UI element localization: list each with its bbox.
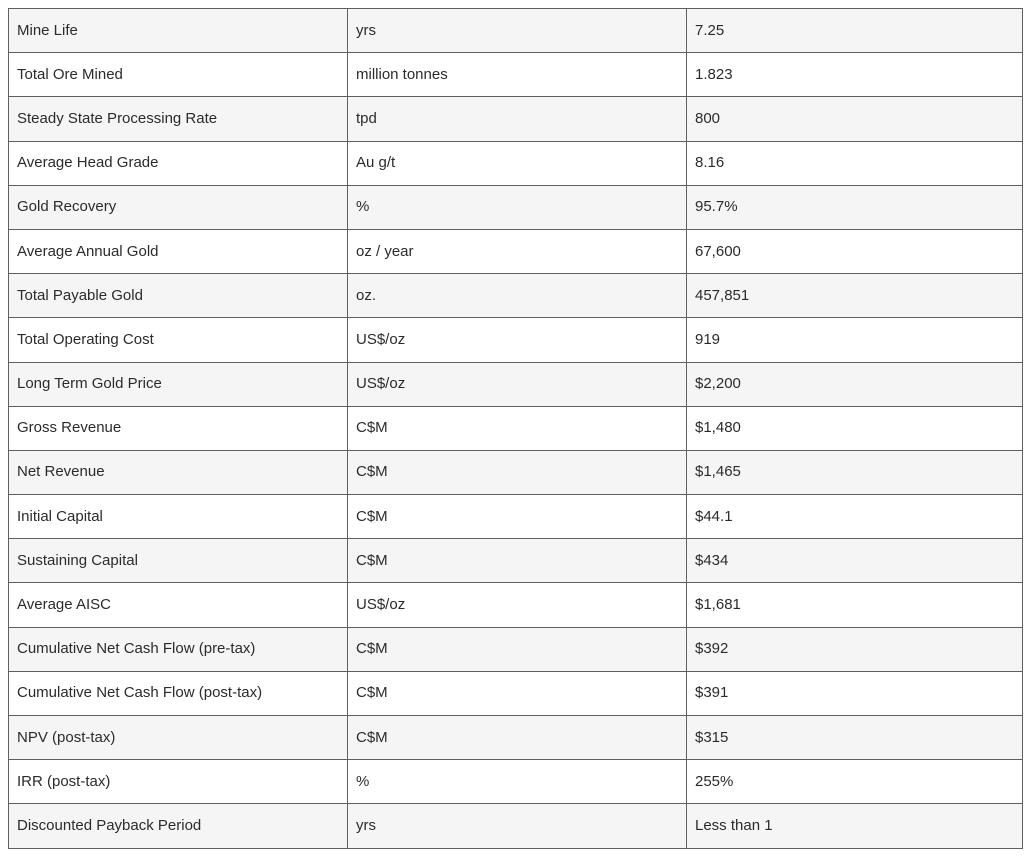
value-cell: $392	[687, 627, 1023, 671]
unit-cell: %	[348, 760, 687, 804]
table-row	[9, 627, 1023, 671]
value-cell: $315	[687, 716, 1023, 760]
table-row	[9, 97, 1023, 141]
metric-cell: Average Annual Gold	[9, 229, 348, 273]
value-cell: 800	[687, 97, 1023, 141]
summary-table-container	[8, 8, 1022, 849]
table-row	[9, 671, 1023, 715]
table-row	[9, 141, 1023, 185]
value-cell: 7.25	[687, 9, 1023, 53]
value-cell: 67,600	[687, 229, 1023, 273]
value-cell: 1.823	[687, 53, 1023, 97]
value-cell: 95.7%	[687, 185, 1023, 229]
unit-cell: oz / year	[348, 229, 687, 273]
value-cell: 255%	[687, 760, 1023, 804]
metric-cell: Total Payable Gold	[9, 274, 348, 318]
table-row	[9, 406, 1023, 450]
metric-cell: Total Operating Cost	[9, 318, 348, 362]
table-row	[9, 185, 1023, 229]
metric-cell: Total Ore Mined	[9, 53, 348, 97]
unit-cell: US$/oz	[348, 318, 687, 362]
value-cell: $2,200	[687, 362, 1023, 406]
table-row	[9, 229, 1023, 273]
table-row	[9, 495, 1023, 539]
value-cell: $1,480	[687, 406, 1023, 450]
unit-cell: Au g/t	[348, 141, 687, 185]
unit-cell: million tonnes	[348, 53, 687, 97]
unit-cell: oz.	[348, 274, 687, 318]
table-row	[9, 716, 1023, 760]
unit-cell: yrs	[348, 9, 687, 53]
value-cell: $391	[687, 671, 1023, 715]
unit-cell: %	[348, 185, 687, 229]
metric-cell: Discounted Payback Period	[9, 804, 348, 848]
metric-cell: Initial Capital	[9, 495, 348, 539]
unit-cell: C$M	[348, 450, 687, 494]
table-body	[9, 9, 1023, 849]
table-row	[9, 53, 1023, 97]
value-cell: 919	[687, 318, 1023, 362]
metric-cell: IRR (post-tax)	[9, 760, 348, 804]
metric-cell: Sustaining Capital	[9, 539, 348, 583]
table-row	[9, 274, 1023, 318]
metric-cell: Average Head Grade	[9, 141, 348, 185]
project-economics-table	[8, 8, 1023, 849]
unit-cell: C$M	[348, 627, 687, 671]
metric-cell: Cumulative Net Cash Flow (pre-tax)	[9, 627, 348, 671]
table-row	[9, 450, 1023, 494]
metric-cell: Long Term Gold Price	[9, 362, 348, 406]
table-row	[9, 583, 1023, 627]
unit-cell: tpd	[348, 97, 687, 141]
metric-cell: NPV (post-tax)	[9, 716, 348, 760]
table-row	[9, 318, 1023, 362]
metric-cell: Gross Revenue	[9, 406, 348, 450]
value-cell: $434	[687, 539, 1023, 583]
value-cell: 457,851	[687, 274, 1023, 318]
unit-cell: C$M	[348, 495, 687, 539]
unit-cell: C$M	[348, 406, 687, 450]
metric-cell: Gold Recovery	[9, 185, 348, 229]
metric-cell: Mine Life	[9, 9, 348, 53]
table-row	[9, 362, 1023, 406]
metric-cell: Steady State Processing Rate	[9, 97, 348, 141]
metric-cell: Net Revenue	[9, 450, 348, 494]
value-cell: 8.16	[687, 141, 1023, 185]
unit-cell: C$M	[348, 539, 687, 583]
value-cell: $1,681	[687, 583, 1023, 627]
table-row	[9, 539, 1023, 583]
metric-cell: Cumulative Net Cash Flow (post-tax)	[9, 671, 348, 715]
table-row	[9, 804, 1023, 848]
unit-cell: C$M	[348, 671, 687, 715]
unit-cell: US$/oz	[348, 362, 687, 406]
unit-cell: US$/oz	[348, 583, 687, 627]
value-cell: Less than 1	[687, 804, 1023, 848]
value-cell: $44.1	[687, 495, 1023, 539]
unit-cell: yrs	[348, 804, 687, 848]
value-cell: $1,465	[687, 450, 1023, 494]
table-row	[9, 9, 1023, 53]
metric-cell: Average AISC	[9, 583, 348, 627]
table-row	[9, 760, 1023, 804]
unit-cell: C$M	[348, 716, 687, 760]
